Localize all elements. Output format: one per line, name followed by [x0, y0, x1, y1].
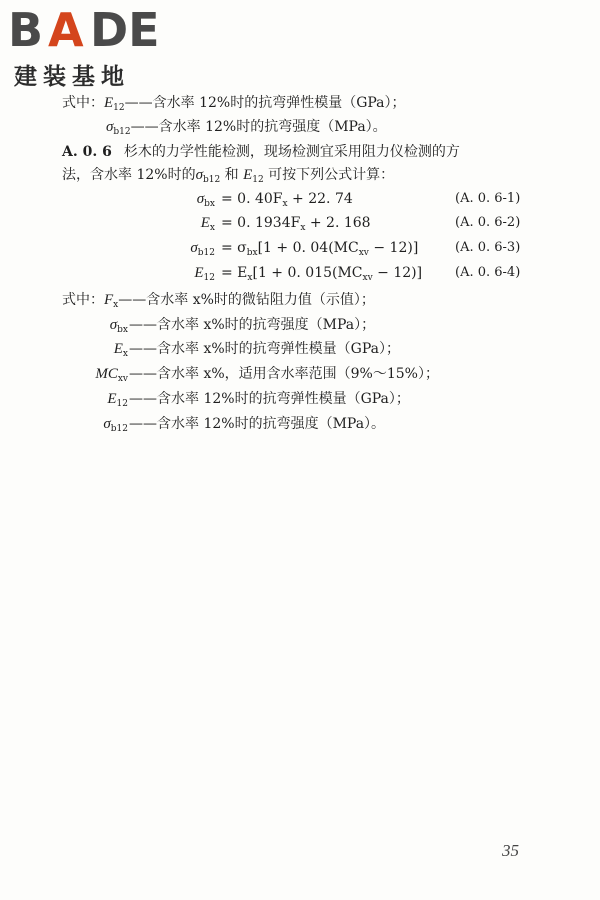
equation-number: (A. 0. 6-2) — [455, 215, 521, 230]
brand-wordmark — [8, 6, 173, 52]
symbol-subscript: x — [300, 223, 306, 233]
symbol: E — [200, 215, 210, 231]
brand-logo — [8, 6, 173, 90]
brand-letter-a: A — [48, 6, 84, 52]
top-def-2 — [106, 118, 387, 136]
symbol-subscript: bx — [246, 248, 258, 258]
definition-symbol — [114, 340, 128, 358]
symbol: F — [104, 292, 114, 308]
symbol: σ — [103, 416, 111, 432]
definition-text: ——含水率 x%时的微钻阻力值（示值）； — [118, 292, 375, 308]
equation-lhs — [194, 264, 215, 282]
equation-lhs — [201, 214, 215, 232]
symbol-subscript: bx — [117, 325, 128, 335]
equation-rhs — [221, 190, 353, 208]
rhs-text: − 12)] — [368, 240, 419, 256]
rhs-text: = σ — [221, 240, 247, 256]
equation-2 — [0, 214, 600, 232]
section-text: 可按下列公式计算： — [263, 167, 395, 183]
definition-symbol — [110, 316, 128, 334]
section-number: A. 0. 6 — [62, 144, 112, 160]
symbol: σ — [106, 119, 114, 135]
rhs-text: + 22. 74 — [287, 191, 353, 207]
rhs-text: − 12)] — [372, 265, 423, 281]
rhs-text: = 0. 40F — [221, 191, 283, 207]
equation-rhs — [221, 214, 371, 232]
section-text: 法，含水率 12%时的 — [62, 167, 196, 183]
symbol: E — [107, 391, 117, 407]
definition-text: ——含水率 12%时的抗弯弹性模量（GPa）； — [129, 391, 410, 407]
equation-1 — [0, 190, 600, 208]
equation-number: (A. 0. 6-4) — [455, 265, 521, 280]
symbol-subscript: 12 — [203, 273, 215, 283]
equation-number: (A. 0. 6-1) — [455, 191, 521, 206]
symbol-subscript: b12 — [197, 248, 215, 258]
definition-text: ——含水率 12%时的抗弯强度（MPa）。 — [129, 416, 386, 432]
symbol-subscript: x — [247, 273, 253, 283]
where-prefix: 式中： — [62, 95, 104, 111]
symbol: MC — [95, 366, 118, 382]
equation-rhs — [221, 264, 422, 282]
symbol-subscript: 12 — [113, 103, 125, 113]
equation-lhs — [197, 190, 215, 208]
definition-text: ——含水率 x%时的抗弯弹性模量（GPa）； — [129, 341, 400, 357]
equation-number: (A. 0. 6-3) — [455, 240, 521, 255]
symbol: σ — [109, 317, 118, 333]
symbol-subscript: bx — [204, 199, 215, 209]
rhs-text: = E — [221, 265, 248, 281]
symbol-subscript: x — [209, 223, 215, 233]
symbol-subscript: xv — [358, 248, 369, 258]
symbol-subscript: 12 — [116, 399, 128, 409]
definition-text: ——含水率 12%时的抗弯强度（MPa）。 — [130, 119, 387, 135]
section-a06-line2 — [62, 166, 394, 184]
section-a06-line1 — [62, 143, 460, 161]
symbol-subscript: b12 — [202, 175, 221, 185]
symbol-subscript: x — [122, 349, 128, 359]
equation-4 — [0, 264, 600, 282]
top-def-1 — [62, 94, 406, 112]
brand-letter-b: B — [8, 6, 44, 52]
equation-3 — [0, 239, 600, 257]
symbol-subscript: b12 — [113, 127, 131, 137]
symbol: σ — [195, 167, 203, 183]
symbol-subscript: x — [282, 199, 288, 209]
section-text: 杉木的力学性能检测，现场检测宜采用阻力仪检测的方 — [123, 144, 460, 160]
rhs-text: [1 + 0. 015(MC — [252, 265, 363, 281]
symbol: σ — [196, 191, 205, 207]
equation-lhs — [190, 239, 215, 257]
rhs-text: + 2. 168 — [305, 215, 371, 231]
section-text: 和 — [220, 167, 244, 183]
brand-letters-de: DE — [90, 6, 160, 52]
rhs-text: = 0. 1934F — [221, 215, 301, 231]
rhs-text: [1 + 0. 04(MC — [257, 240, 359, 256]
symbol: E — [243, 167, 253, 183]
symbol-subscript: x — [113, 300, 119, 310]
page-number: 35 — [502, 841, 519, 860]
definition-1 — [62, 291, 375, 309]
definition-text: ——含水率 x%，适用含水率范围（9%～15%）； — [129, 366, 439, 382]
symbol: E — [194, 265, 204, 281]
symbol-subscript: b12 — [110, 424, 128, 434]
where-prefix: 式中： — [62, 292, 104, 308]
definition-text: ——含水率 12%时的抗弯弹性模量（GPa）； — [124, 95, 406, 111]
definition-symbol — [107, 390, 128, 408]
symbol: σ — [190, 240, 198, 256]
symbol-subscript: 12 — [252, 175, 264, 185]
symbol: E — [113, 341, 123, 357]
symbol-subscript: xv — [117, 374, 128, 384]
definition-text: ——含水率 x%时的抗弯强度（MPa）； — [129, 317, 376, 333]
symbol-subscript: xv — [362, 273, 373, 283]
brand-chinese-name: 建装基地 — [14, 64, 130, 90]
definition-symbol — [95, 365, 128, 383]
symbol: E — [104, 95, 114, 111]
definition-symbol — [103, 415, 128, 433]
equation-rhs — [221, 239, 418, 257]
